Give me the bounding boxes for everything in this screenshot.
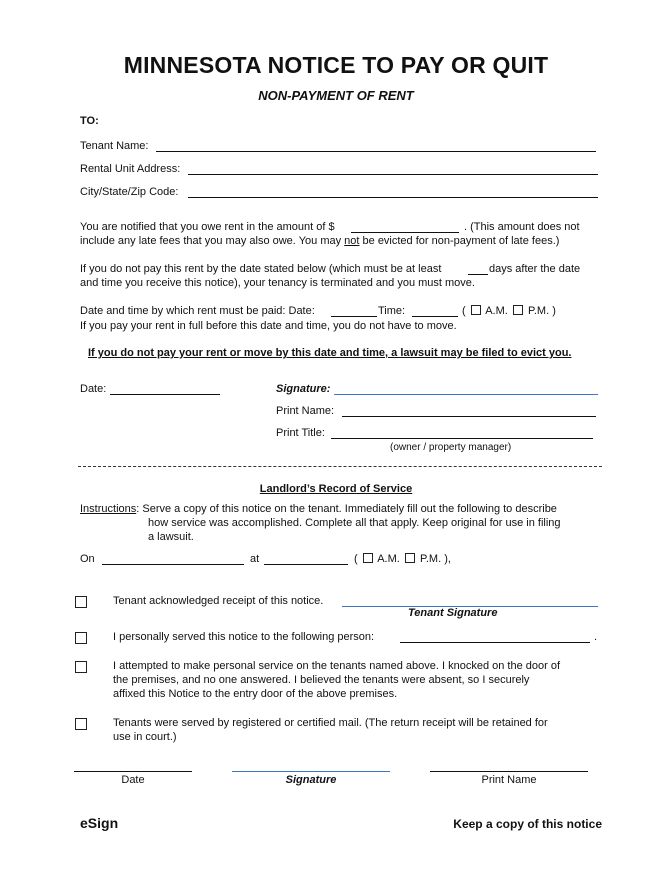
notice-text-part: include any late fees that you may also owe. You may bbox=[80, 235, 345, 247]
notice-date-field[interactable] bbox=[110, 394, 220, 395]
am-label: A.M. bbox=[485, 305, 508, 317]
due-date-field[interactable] bbox=[331, 316, 377, 317]
service-pm-label: P.M. ), bbox=[419, 553, 451, 565]
esign-link[interactable]: eSign bbox=[80, 815, 119, 831]
affixed-service-text: affixed this Notice to the entry door of the above premises. bbox=[113, 688, 398, 700]
bottom-print-name-field[interactable] bbox=[430, 771, 588, 772]
notice-text: and time you receive this notice), your tenancy is terminated and you must move. bbox=[80, 277, 475, 289]
affixed-service-text: I attempted to make personal service on the tenants named above. I knocked on the door of bbox=[113, 660, 560, 672]
notice-text: Date and time by which rent must be paid: Date: bbox=[80, 305, 315, 317]
keep-copy-note: Keep a copy of this notice bbox=[453, 817, 602, 831]
role-hint: (owner / property manager) bbox=[390, 442, 512, 453]
mail-service-text: use in court.) bbox=[113, 731, 177, 743]
personal-service-checkbox[interactable] bbox=[75, 632, 87, 644]
document-subtitle: NON-PAYMENT OF RENT bbox=[258, 88, 414, 103]
signature-label: Signature: bbox=[276, 383, 331, 395]
days-field[interactable] bbox=[468, 274, 488, 275]
print-name-label: Print Name: bbox=[276, 405, 335, 417]
mail-service-text: Tenants were served by registered or certified mail. (The return receipt will be retained for bbox=[113, 717, 548, 729]
bottom-date-label: Date bbox=[121, 774, 145, 786]
tenant-name-label: Tenant Name: bbox=[80, 140, 149, 152]
paren: ( bbox=[354, 553, 358, 565]
instructions-text: a lawsuit. bbox=[148, 531, 194, 543]
rental-address-label: Rental Unit Address: bbox=[80, 163, 181, 175]
instructions-text: how service was accomplished. Complete all that apply. Keep original for use in filing bbox=[148, 517, 561, 529]
notice-text bbox=[80, 221, 335, 233]
pm-checkbox[interactable] bbox=[513, 305, 523, 315]
rental-address-field[interactable] bbox=[188, 174, 598, 175]
to-label: TO: bbox=[80, 115, 99, 127]
mail-service-checkbox[interactable] bbox=[75, 718, 87, 730]
at-label: at bbox=[250, 553, 260, 565]
bottom-date-field[interactable] bbox=[74, 771, 192, 772]
bottom-signature-field[interactable] bbox=[232, 771, 390, 772]
notice-text: Time: bbox=[378, 305, 406, 317]
notice-text: . (This amount does not bbox=[464, 221, 580, 233]
bottom-print-name-label: Print Name bbox=[481, 774, 537, 786]
personal-service-text: I personally served this notice to the following person: bbox=[113, 631, 375, 643]
receipt-ack-checkbox[interactable] bbox=[75, 596, 87, 608]
notice-text: days after the date bbox=[489, 263, 581, 275]
affixed-service-text: the premises, and no one answered. I believed the tenants were absent, so I securely bbox=[113, 674, 530, 686]
lawsuit-warning: If you do not pay your rent or move by this date and time, a lawsuit may be filed to evict you. bbox=[88, 347, 572, 359]
service-am-label: A.M. bbox=[377, 553, 400, 565]
notice-text: If you pay your rent in full before this date and time, you do not have to move. bbox=[80, 320, 457, 332]
landlord-print-title-field[interactable] bbox=[331, 438, 593, 439]
notice-text: If you do not pay this rent by the date stated below (which must be at least bbox=[80, 263, 442, 275]
service-ampm-group bbox=[354, 553, 451, 565]
service-date-field[interactable] bbox=[102, 564, 244, 565]
service-heading: Landlord’s Record of Service bbox=[259, 483, 413, 495]
tenant-name-field[interactable] bbox=[156, 151, 596, 152]
notice-text-part: be evicted for non-payment of late fees.) bbox=[359, 235, 560, 247]
served-person-field[interactable] bbox=[400, 642, 590, 643]
document-title: MINNESOTA NOTICE TO PAY OR QUIT bbox=[123, 52, 549, 78]
pm-label: P.M. ) bbox=[527, 305, 556, 317]
affixed-service-checkbox[interactable] bbox=[75, 661, 87, 673]
notice-text-part: You are notified that you owe rent in the amount of $ bbox=[80, 221, 335, 233]
rent-amount-field[interactable] bbox=[351, 232, 459, 233]
notice-emphasis: not bbox=[344, 235, 360, 247]
instructions-label: Instructions bbox=[80, 503, 137, 515]
section-divider bbox=[78, 466, 602, 467]
tenant-signature-label: Tenant Signature bbox=[408, 607, 498, 619]
service-am-checkbox[interactable] bbox=[363, 553, 373, 563]
print-title-label: Print Title: bbox=[276, 427, 325, 439]
instructions-text: : Serve a copy of this notice on the tenant. Immediately fill out the following to describe bbox=[136, 503, 557, 515]
receipt-ack-text: Tenant acknowledged receipt of this notice. bbox=[113, 595, 324, 607]
on-label: On bbox=[80, 553, 95, 565]
bottom-signature-label: Signature bbox=[285, 774, 337, 786]
period: . bbox=[594, 631, 598, 643]
city-state-zip-label: City/State/Zip Code: bbox=[80, 186, 179, 198]
paren: ( bbox=[462, 305, 466, 317]
instructions-line bbox=[80, 503, 557, 515]
service-pm-checkbox[interactable] bbox=[405, 553, 415, 563]
service-time-field[interactable] bbox=[264, 564, 348, 565]
ampm-group bbox=[462, 305, 556, 317]
am-checkbox[interactable] bbox=[471, 305, 481, 315]
due-time-field[interactable] bbox=[412, 316, 458, 317]
landlord-signature-field[interactable] bbox=[334, 394, 598, 395]
notice-text bbox=[80, 235, 559, 247]
landlord-print-name-field[interactable] bbox=[342, 416, 596, 417]
city-state-zip-field[interactable] bbox=[188, 197, 598, 198]
date-label: Date: bbox=[80, 383, 107, 395]
